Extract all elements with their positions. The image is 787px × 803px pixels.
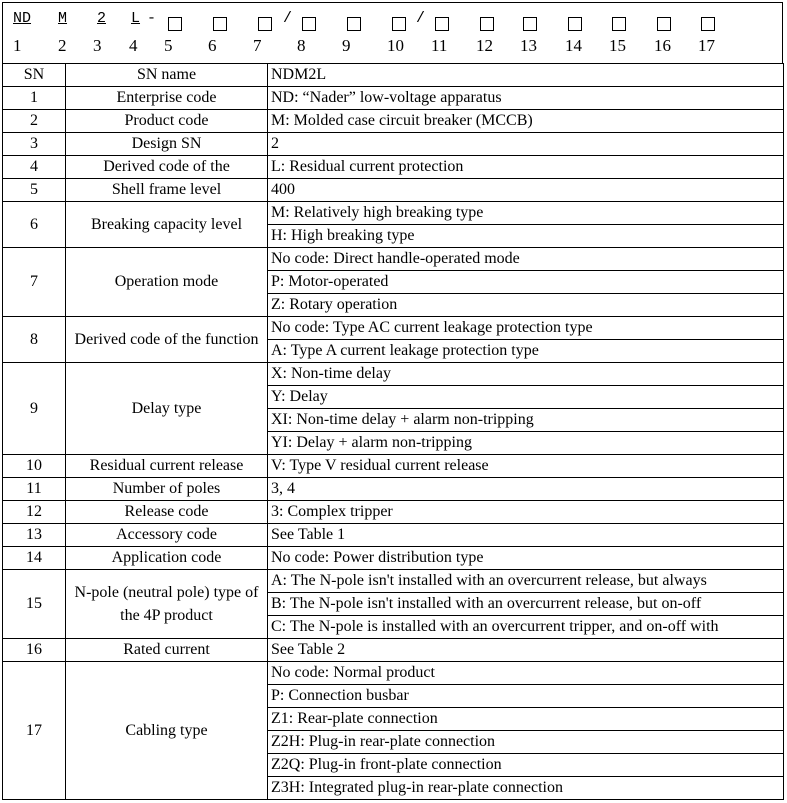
- position-number: 5: [164, 36, 173, 55]
- table-row: [3, 133, 784, 156]
- table-row: [3, 248, 784, 271]
- row-sn: 11: [3, 478, 66, 501]
- row-value: M: Relatively high breaking type: [268, 202, 784, 225]
- row-value: A: Type A current leakage protection type: [268, 340, 784, 363]
- row-value: P: Connection busbar: [268, 685, 784, 708]
- table-row: [3, 455, 784, 478]
- header-sn: SN: [3, 64, 66, 87]
- row-sn: 14: [3, 547, 66, 570]
- row-sn: 5: [3, 179, 66, 202]
- row-value: V: Type V residual current release: [268, 455, 784, 478]
- table-row: [3, 179, 784, 202]
- table-row: [3, 662, 784, 685]
- table-row: [3, 363, 784, 386]
- row-value: 3: Complex tripper: [268, 501, 784, 524]
- model-code-header: [2, 2, 783, 64]
- row-value: YI: Delay + alarm non-tripping: [268, 432, 784, 455]
- row-value: X: Non-time delay: [268, 363, 784, 386]
- model-code-document: [2, 2, 783, 800]
- row-name: Application code: [66, 547, 268, 570]
- row-value: C: The N-pole is installed with an overcurrent tripper, and on-off with: [268, 616, 784, 639]
- position-number: 8: [297, 36, 306, 55]
- row-value: Z3H: Integrated plug-in rear-plate connection: [268, 777, 784, 800]
- table-row: [3, 202, 784, 225]
- row-value: M: Molded case circuit breaker (MCCB): [268, 110, 784, 133]
- table-row: [3, 87, 784, 110]
- row-name: Number of poles: [66, 478, 268, 501]
- row-value: Y: Delay: [268, 386, 784, 409]
- row-sn: 1: [3, 87, 66, 110]
- row-sn: 12: [3, 501, 66, 524]
- position-number: 11: [431, 36, 448, 55]
- position-number: 1: [13, 36, 22, 55]
- code-pattern-line: [3, 3, 782, 33]
- row-value: No code: Direct handle-operated mode: [268, 248, 784, 271]
- row-name: Rated current: [66, 639, 268, 662]
- header-sn-name: SN name: [66, 64, 268, 87]
- code-part-l: L: [131, 10, 141, 27]
- row-sn: 7: [3, 248, 66, 317]
- row-value: L: Residual current protection: [268, 156, 784, 179]
- table-row: [3, 639, 784, 662]
- code-separator-slash: /: [283, 10, 293, 27]
- row-value: A: The N-pole isn't installed with an overcurrent release, but always: [268, 570, 784, 593]
- code-separator-slash: /: [416, 10, 426, 27]
- code-part-2: 2: [97, 10, 107, 27]
- position-number: 12: [476, 36, 493, 55]
- position-number: 10: [387, 36, 404, 55]
- row-name: Shell frame level: [66, 179, 268, 202]
- row-value: No code: Type AC current leakage protection type: [268, 317, 784, 340]
- row-value: 3, 4: [268, 478, 784, 501]
- row-value: ND: “Nader” low-voltage apparatus: [268, 87, 784, 110]
- row-value: P: Motor-operated: [268, 271, 784, 294]
- row-name: Design SN: [66, 133, 268, 156]
- row-sn: 6: [3, 202, 66, 248]
- row-sn: 4: [3, 156, 66, 179]
- row-value: Z2Q: Plug-in front-plate connection: [268, 754, 784, 777]
- header-value: NDM2L: [268, 64, 784, 87]
- position-number: 14: [565, 36, 582, 55]
- position-numbers: [3, 33, 782, 63]
- position-number: 4: [129, 36, 138, 55]
- table-row: [3, 317, 784, 340]
- row-name: Derived code of the: [66, 156, 268, 179]
- code-separator-dash: -: [147, 10, 157, 27]
- row-sn: 2: [3, 110, 66, 133]
- row-value: 2: [268, 133, 784, 156]
- row-name: Accessory code: [66, 524, 268, 547]
- table-row: [3, 110, 784, 133]
- row-value: See Table 1: [268, 524, 784, 547]
- row-name: Delay type: [66, 363, 268, 455]
- row-name: Cabling type: [66, 662, 268, 800]
- position-number: 16: [654, 36, 671, 55]
- row-value: No code: Power distribution type: [268, 547, 784, 570]
- table-row: [3, 570, 784, 593]
- row-sn: 8: [3, 317, 66, 363]
- row-sn: 15: [3, 570, 66, 639]
- position-number: 3: [93, 36, 102, 55]
- row-value: B: The N-pole isn't installed with an overcurrent release, but on-off: [268, 593, 784, 616]
- position-number: 6: [208, 36, 217, 55]
- row-value: Z2H: Plug-in rear-plate connection: [268, 731, 784, 754]
- row-name: Product code: [66, 110, 268, 133]
- row-value: See Table 2: [268, 639, 784, 662]
- row-value: XI: Non-time delay + alarm non-tripping: [268, 409, 784, 432]
- table-row: [3, 547, 784, 570]
- row-value: Z: Rotary operation: [268, 294, 784, 317]
- row-sn: 13: [3, 524, 66, 547]
- position-number: 15: [609, 36, 626, 55]
- row-sn: 9: [3, 363, 66, 455]
- table-row: [3, 524, 784, 547]
- row-value: H: High breaking type: [268, 225, 784, 248]
- table-row: [3, 156, 784, 179]
- row-name: Release code: [66, 501, 268, 524]
- row-sn: 10: [3, 455, 66, 478]
- row-name: Residual current release: [66, 455, 268, 478]
- row-name: Enterprise code: [66, 87, 268, 110]
- table-row: [3, 478, 784, 501]
- position-number: 13: [520, 36, 537, 55]
- table-header-row: [3, 64, 784, 87]
- table-row: [3, 501, 784, 524]
- position-number: 9: [342, 36, 351, 55]
- position-number: 7: [253, 36, 262, 55]
- row-name: Derived code of the function: [66, 317, 268, 363]
- row-sn: 3: [3, 133, 66, 156]
- position-number: 17: [698, 36, 715, 55]
- row-value: No code: Normal product: [268, 662, 784, 685]
- code-part-m: M: [58, 10, 68, 27]
- row-name: Breaking capacity level: [66, 202, 268, 248]
- row-value: 400: [268, 179, 784, 202]
- row-sn: 17: [3, 662, 66, 800]
- position-number: 2: [58, 36, 67, 55]
- row-value: Z1: Rear-plate connection: [268, 708, 784, 731]
- row-name: N-pole (neutral pole) type of the 4P product: [66, 570, 268, 639]
- row-sn: 16: [3, 639, 66, 662]
- code-definition-table: [2, 63, 784, 800]
- code-part-nd: ND: [13, 10, 32, 27]
- row-name: Operation mode: [66, 248, 268, 317]
